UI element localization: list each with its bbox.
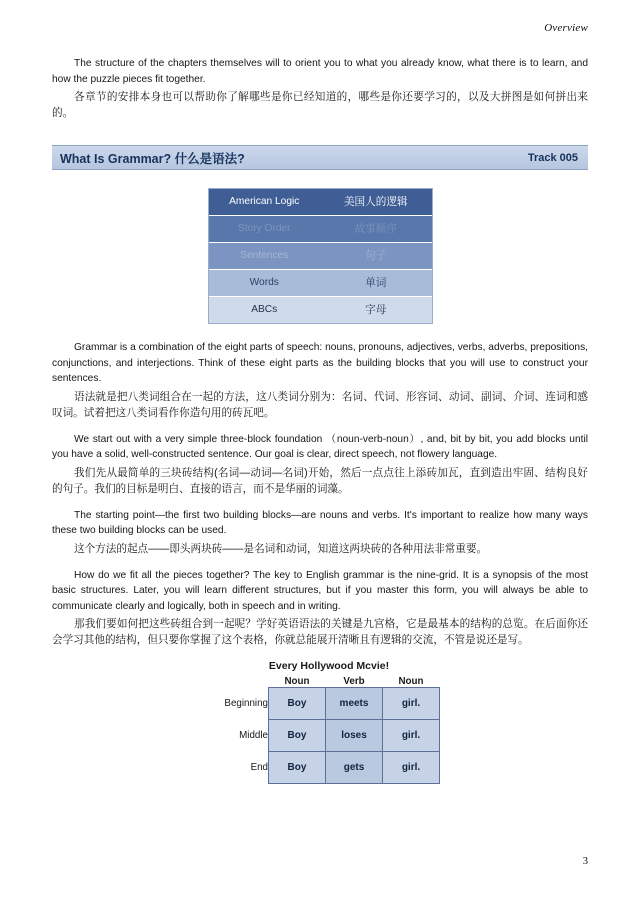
nine-grid-cell: gets [326, 752, 383, 784]
pyramid-table [208, 188, 433, 324]
pyramid-cell-cn: 单词 [365, 276, 387, 289]
nine-grid-cell: girl. [383, 752, 440, 784]
paragraph-1-en: The structure of the chapters themselves will to orient you to what you already know, what there is to learn, and how the puzzle pieces fit together. [52, 58, 588, 85]
nine-grid-table [200, 676, 440, 784]
paragraph-5-en: How do we fit all the pieces together? The key to English grammar is the nine-grid. It is a synopsis of the most basic structures. Later, you will learn different structures, but if you master this form, you will always be able to communicate clearly and logically, both in speech and in writing. [52, 569, 588, 612]
running-head: Overview [544, 22, 588, 34]
nine-grid-cell: girl. [383, 720, 440, 752]
paragraph-4-en: The starting point—the first two building blocks—are nouns and verbs. It's important to realize how many ways these two building blocks can be used. [52, 509, 588, 536]
nine-grid-row [200, 720, 440, 752]
nine-grid-row-header: Beginning [224, 698, 268, 709]
section-title: What Is Grammar? 什么是语法? [60, 151, 245, 166]
nine-grid-cell: Boy [269, 688, 326, 720]
pyramid-row [209, 243, 432, 270]
pyramid-cell-cn: 句子 [365, 249, 387, 262]
nine-grid-cell: loses [326, 720, 383, 752]
page-number: 3 [582, 856, 588, 867]
pyramid-cell-en: ABCs [251, 303, 278, 315]
pyramid-cell-en: Sentences [240, 249, 289, 261]
pyramid-row [209, 297, 432, 323]
pyramid-figure [52, 188, 588, 324]
nine-grid-cell: Boy [269, 752, 326, 784]
pyramid-cell-cn: 美国人的逻辑 [343, 195, 408, 208]
nine-grid-title: Every Hollywood Mcvie! [268, 660, 390, 672]
audio-track-label: Track 005 [527, 151, 578, 164]
nine-grid-col-header: Noun [284, 676, 310, 687]
pyramid-row [209, 270, 432, 297]
nine-grid-cell: meets [326, 688, 383, 720]
nine-grid-row [200, 688, 440, 720]
pyramid-cell-en: American Logic [229, 195, 300, 207]
pyramid-cell-en: Words [249, 276, 279, 288]
pyramid-row [209, 189, 432, 216]
paragraph-2-en: Grammar is a combination of the eight parts of speech: nouns, pronouns, adjectives, verbs, adverbs, prepositions, conjunctions, and interjections. Think of these eight parts as the building blocks that you will use to construct your sentences. [52, 342, 588, 384]
pyramid-cell-cn: 故事顺序 [354, 222, 397, 235]
paragraph-3-en: We start out with a very simple three-block foundation （noun-verb-noun）, and, bit by bit, you add blocks until you have a solid, well-constructed sentence. Our goal is clear, direct speech, not flowery language. [52, 433, 588, 460]
paragraph-1-cn: 各章节的安排本身也可以帮助你了解哪些是你已经知道的，哪些是你还要学习的，以及大拼图是如何拼出来的。 [52, 91, 588, 119]
paragraph-2-cn: 语法就是把八类词组合在一起的方法，这八类词分别为：名词、代词、形容词、动词、副词、介词、连词和感叹词。试着把这八类词看作你造句用的砖瓦吧。 [52, 390, 588, 419]
nine-grid-row [200, 752, 440, 784]
paragraph-4-cn: 这个方法的起点——即头两块砖——是名词和动词，知道这两块砖的各种用法非常重要。 [74, 542, 488, 555]
nine-grid-row-header: End [250, 762, 268, 773]
pyramid-row [209, 216, 432, 243]
nine-grid-col-header: Verb [343, 676, 365, 687]
nine-grid-figure [52, 660, 588, 784]
paragraph-3-cn: 我们先从最简单的三块砖结构(名词—动词—名词)开始，然后一点点往上添砖加瓦，直到造出牢固、结构良好的句子。我们的目标是明白、直接的语言，而不是华丽的词藻。 [52, 466, 588, 495]
nine-grid-cell: Boy [269, 720, 326, 752]
paragraph-5-cn: 那我们要如何把这些砖组合到一起呢？学好英语语法的关键是九宫格，它是最基本的结构的总览。在后面你还会学习其他的结构，但只要你掌握了这个表格，你就总能展开清晰且有逻辑的交流，不管是说还是写。 [52, 618, 588, 646]
nine-grid-corner [200, 676, 269, 688]
nine-grid-header-row [200, 676, 440, 688]
nine-grid-col-header: Noun [398, 676, 424, 687]
nine-grid-cell: girl. [383, 688, 440, 720]
nine-grid-row-header: Middle [239, 730, 268, 741]
pyramid-cell-cn: 字母 [365, 303, 387, 316]
section-header-bar [52, 145, 588, 170]
pyramid-cell-en: Story Order [237, 222, 291, 234]
